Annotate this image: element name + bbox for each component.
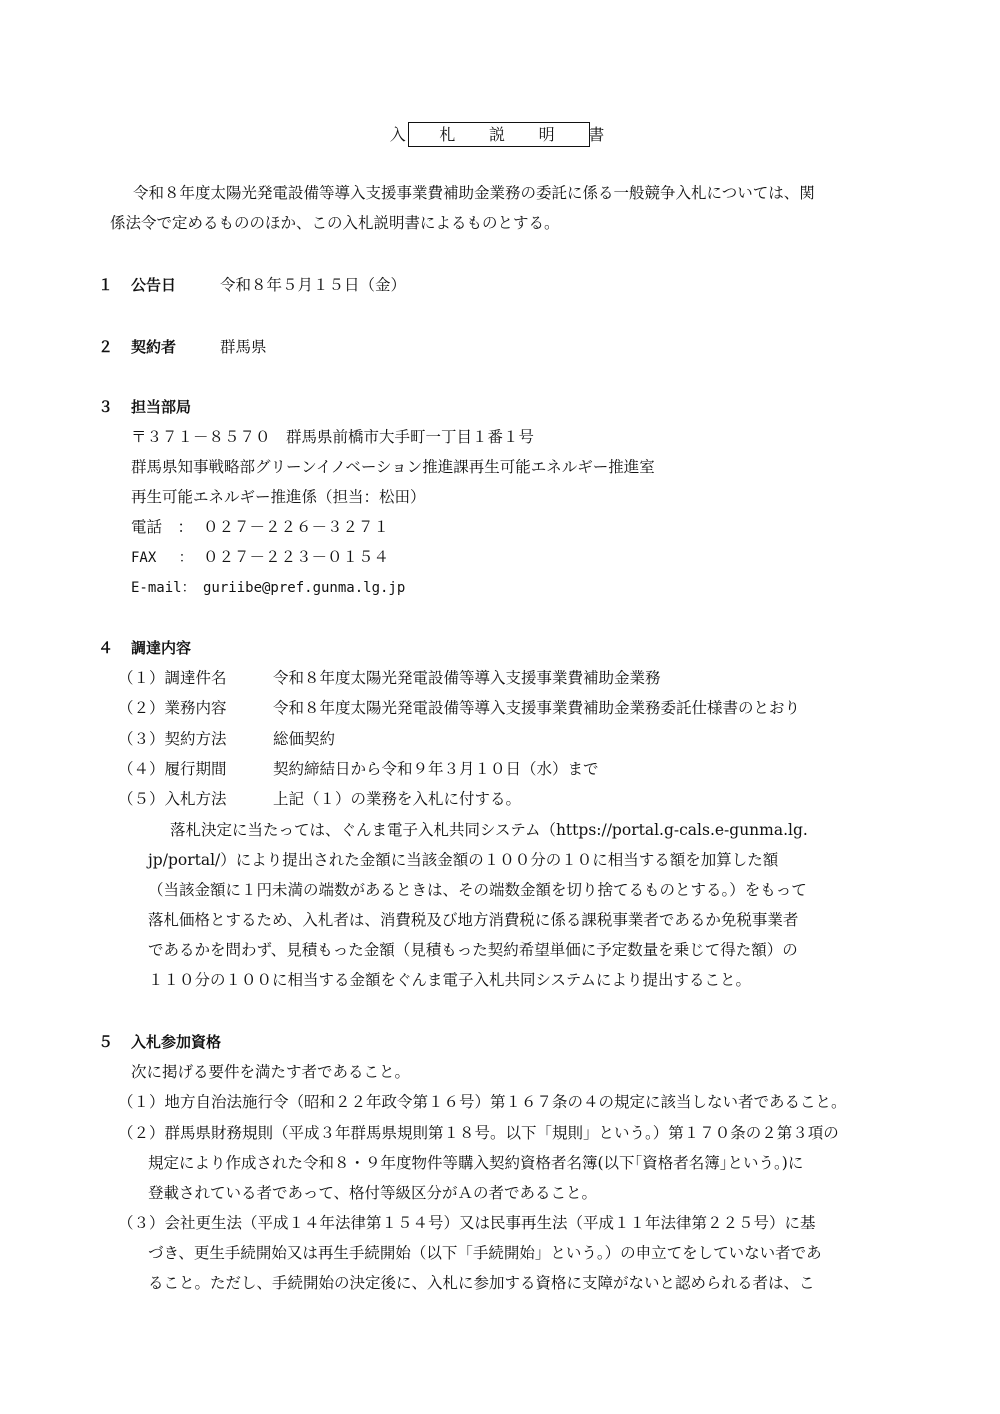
procurement-item-value: 総価契約 [273, 730, 336, 748]
office-address: 〒３７１－８５７０ 群馬県前橋市大手町一丁目１番１号 [131, 428, 535, 446]
section-2-number: ２ [98, 338, 114, 356]
fax-number: ０２７－２２３－０１５４ [203, 548, 390, 566]
qualification-line: づき、更生手続開始又は再生手続開始（以下「手続開始」という。）の申立てをしていない者であ [148, 1244, 822, 1262]
email-link[interactable]: guriibe@pref.gunma.lg.jp [203, 580, 406, 596]
phone-number: ０２７－２２６－３２７１ [203, 518, 390, 536]
qualification-lead: 次に掲げる要件を満たす者であること。 [131, 1063, 411, 1081]
qualification-line: （１）地方自治法施行令（昭和２２年政令第１６号）第１６７条の４の規定に該当しない者であること。 [118, 1093, 847, 1111]
office-department: 群馬県知事戦略部グリーンイノベーション推進課再生可能エネルギー推進室 [131, 458, 655, 476]
announcement-date: 令和８年５月１５日（金） [220, 276, 407, 294]
qualification-line: ること。ただし、手続開始の決定後に、入札に参加する資格に支障がないと認められる者は、こ [148, 1274, 815, 1292]
qualification-line: （２）群馬県財務規則（平成３年群馬県規則第１８号。以下「規則」という。）第１７０条の２第３項の [118, 1124, 839, 1142]
section-3-heading: 担当部局 [131, 398, 192, 416]
bidding-paragraph-line: 落札決定に当たっては、ぐんま電子入札共同システム（https://portal.g-cals.e-gunma.lg. [170, 821, 808, 839]
bidding-paragraph-line: （当該金額に１円未満の端数があるときは、その端数金額を切り捨てるものとする。）をもって [148, 881, 807, 899]
section-4-number: ４ [98, 639, 114, 657]
office-team: 再生可能エネルギー推進係（担当：松田） [131, 488, 426, 506]
contractor: 群馬県 [220, 338, 267, 356]
document-title: 入 札 説 明 書 [408, 122, 590, 147]
intro-line-2: 係法令で定めるもののほか、この入札説明書によるものとする。 [110, 214, 560, 232]
section-5-heading: 入札参加資格 [131, 1033, 222, 1051]
qualification-line: （３）会社更生法（平成１４年法律第１５４号）又は民事再生法（平成１１年法律第２２５号）に基 [118, 1214, 816, 1232]
section-1-number: １ [98, 276, 114, 294]
bidding-paragraph-line: jp/portal/）により提出された金額に当該金額の１００分の１０に相当する額を加算した額 [148, 851, 779, 869]
email-label: E-mail： [131, 580, 196, 596]
section-3-number: ３ [98, 398, 114, 416]
procurement-item-label: （５）入札方法 [118, 790, 227, 808]
qualification-line: 規定により作成された令和８・９年度物件等購入契約資格者名簿(以下｢資格者名簿｣という。)に [148, 1154, 804, 1172]
procurement-item-label: （３）契約方法 [118, 730, 227, 748]
section-5-number: ５ [98, 1033, 114, 1051]
bidding-paragraph-line: 落札価格とするため、入札者は、消費税及び地方消費税に係る課税事業者であるか免税事業者 [148, 911, 799, 929]
section-1-heading: 公告日 [131, 276, 177, 294]
phone-label: 電話 ： [131, 518, 194, 536]
bidding-paragraph-line: であるかを問わず、見積もった金額（見積もった契約希望単価に予定数量を乗じて得た額）の [148, 941, 798, 959]
procurement-item-value: 令和８年度太陽光発電設備等導入支援事業費補助金業務 [273, 669, 661, 687]
qualification-line: 登載されている者であって、格付等級区分がＡの者であること。 [148, 1184, 598, 1202]
fax-label: FAX ： [131, 550, 193, 566]
bidding-paragraph-line: １１０分の１００に相当する金額をぐんま電子入札共同システムにより提出すること。 [148, 971, 751, 989]
procurement-item-value: 上記（１）の業務を入札に付する。 [273, 790, 522, 808]
intro-line-1: 令和８年度太陽光発電設備等導入支援事業費補助金業務の委託に係る一般競争入札については、関 [133, 184, 815, 202]
procurement-item-label: （４）履行期間 [118, 760, 227, 778]
procurement-item-label: （２）業務内容 [118, 699, 227, 717]
procurement-item-value: 令和８年度太陽光発電設備等導入支援事業費補助金業務委託仕様書のとおり [273, 699, 801, 717]
section-4-heading: 調達内容 [131, 639, 192, 657]
procurement-item-value: 契約締結日から令和９年３月１０日（水）まで [273, 760, 599, 778]
section-2-heading: 契約者 [131, 338, 177, 356]
procurement-item-label: （１）調達件名 [118, 669, 227, 687]
